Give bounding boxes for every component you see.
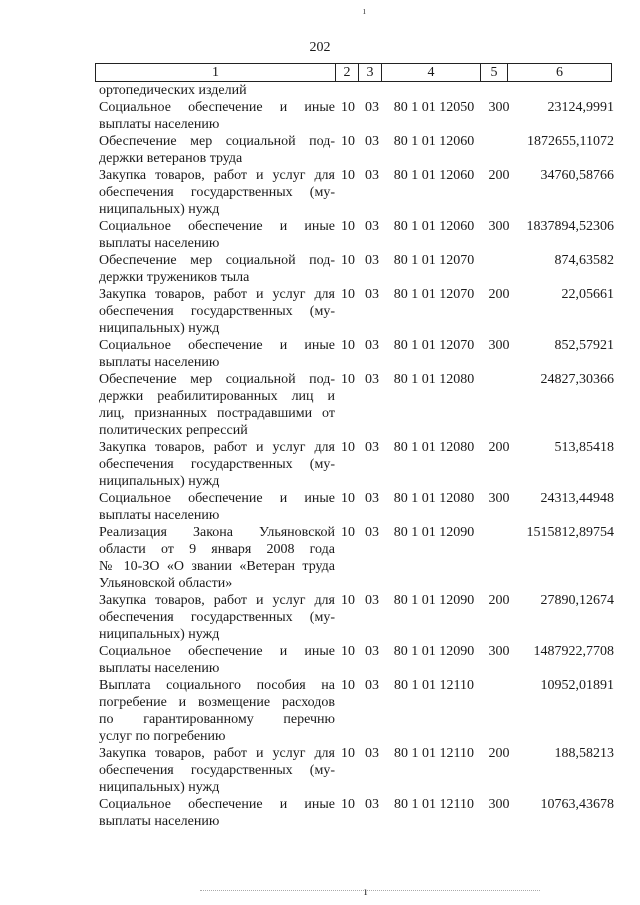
description-line: обеспечения государственных (му- xyxy=(99,457,335,472)
table-row xyxy=(99,337,614,371)
row-description xyxy=(99,592,335,643)
table-row xyxy=(99,490,614,524)
description-line: Социальное обеспечение и иные xyxy=(99,491,335,506)
section-code: 10 xyxy=(341,100,355,115)
description-line: выплаты населению xyxy=(99,117,220,132)
table-row xyxy=(99,252,614,286)
expense-type-code: 200 xyxy=(488,287,510,302)
row-description xyxy=(99,439,335,490)
section-code: 10 xyxy=(341,525,355,540)
subsection-code: 03 xyxy=(365,644,379,659)
target-article-code: 80 1 01 12110 xyxy=(394,746,474,761)
table-row xyxy=(99,133,614,167)
amount: 188,58213 xyxy=(554,746,614,761)
subsection-code: 03 xyxy=(365,338,379,353)
subsection-code: 03 xyxy=(365,746,379,761)
target-article-code: 80 1 01 12080 xyxy=(393,372,475,387)
amount: 852,57921 xyxy=(554,338,614,353)
subsection-code: 03 xyxy=(365,593,379,608)
expense-type-code: 300 xyxy=(488,491,510,506)
expense-type-code: 200 xyxy=(488,440,510,455)
section-code: 10 xyxy=(341,746,355,761)
table-row xyxy=(99,745,614,796)
row-description xyxy=(99,133,335,167)
row-description xyxy=(99,82,335,99)
amount: 24827,30366 xyxy=(540,372,614,387)
target-article-code: 80 1 01 12060 xyxy=(393,168,475,183)
table-row xyxy=(99,439,614,490)
description-line: Обеспечение мер социальной под- xyxy=(99,372,335,387)
section-code: 10 xyxy=(341,372,355,387)
description-line: области от 9 января 2008 года xyxy=(99,542,335,557)
expense-type-code: 300 xyxy=(488,797,510,812)
amount: 1515812,89754 xyxy=(526,525,614,540)
amount: 513,85418 xyxy=(554,440,614,455)
row-description xyxy=(99,677,335,745)
description-line: Закупка товаров, работ и услуг для xyxy=(99,440,335,455)
expense-type-code: 200 xyxy=(488,168,510,183)
subsection-code: 03 xyxy=(365,491,379,506)
section-code: 10 xyxy=(341,338,355,353)
subsection-code: 03 xyxy=(365,287,379,302)
description-line: Выплата социального пособия на xyxy=(99,678,335,693)
section-code: 10 xyxy=(341,678,355,693)
section-code: 10 xyxy=(341,219,355,234)
description-line: услуг по погребению xyxy=(99,729,226,744)
description-line: выплаты населению xyxy=(99,661,220,676)
description-line: держки тружеников тыла xyxy=(99,270,250,285)
target-article-code: 80 1 01 12060 xyxy=(393,134,475,149)
description-line: держки реабилитированных лиц и xyxy=(99,389,335,404)
table-row xyxy=(99,167,614,218)
section-code: 10 xyxy=(341,644,355,659)
column-header-row xyxy=(96,64,612,82)
subsection-code: 03 xyxy=(365,525,379,540)
row-description xyxy=(99,643,335,677)
description-line: Ульяновской области» xyxy=(99,576,233,591)
description-line: Социальное обеспечение и иные xyxy=(99,338,335,353)
column-header-3: 3 xyxy=(359,64,382,82)
row-description xyxy=(99,524,335,592)
table-row xyxy=(99,82,614,99)
subsection-code: 03 xyxy=(365,134,379,149)
description-line: Закупка товаров, работ и услуг для xyxy=(99,746,335,761)
amount: 10952,01891 xyxy=(540,678,614,693)
subsection-code: 03 xyxy=(365,168,379,183)
description-line: № 10-ЗО «О звании «Ветеран труда xyxy=(99,559,335,574)
section-code: 10 xyxy=(341,593,355,608)
row-description xyxy=(99,218,335,252)
description-line: политических репрессий xyxy=(99,423,248,438)
subsection-code: 03 xyxy=(365,797,379,812)
expense-type-code: 300 xyxy=(488,100,510,115)
description-line: Закупка товаров, работ и услуг для xyxy=(99,593,335,608)
section-code: 10 xyxy=(341,287,355,302)
column-header-table xyxy=(95,63,612,82)
description-line: выплаты населению xyxy=(99,508,220,523)
section-code: 10 xyxy=(341,253,355,268)
target-article-code: 80 1 01 12080 xyxy=(393,491,475,506)
section-code: 10 xyxy=(341,491,355,506)
description-line: обеспечения государственных (му- xyxy=(99,763,335,778)
table-row xyxy=(99,677,614,745)
target-article-code: 80 1 01 12070 xyxy=(393,253,475,268)
amount: 34760,58766 xyxy=(540,168,614,183)
subsection-code: 03 xyxy=(365,678,379,693)
subsection-code: 03 xyxy=(365,253,379,268)
column-header-4: 4 xyxy=(382,64,481,82)
description-line: выплаты населению xyxy=(99,814,220,829)
description-line: Закупка товаров, работ и услуг для xyxy=(99,287,335,302)
target-article-code: 80 1 01 12050 xyxy=(393,100,475,115)
column-header-2: 2 xyxy=(336,64,359,82)
description-line: по гарантированному перечню xyxy=(99,712,335,727)
description-line: обеспечения государственных (му- xyxy=(99,185,335,200)
section-code: 10 xyxy=(341,440,355,455)
section-code xyxy=(335,82,361,99)
column-header-6: 6 xyxy=(508,64,612,82)
target-article-code: 80 1 01 12090 xyxy=(393,644,475,659)
amount: 10763,43678 xyxy=(540,797,614,812)
expense-type-code: 300 xyxy=(488,219,510,234)
target-article-code: 80 1 01 12080 xyxy=(393,440,475,455)
table-row xyxy=(99,218,614,252)
target-article-code: 80 1 01 12110 xyxy=(394,678,474,693)
amount: 22,05661 xyxy=(561,287,614,302)
target-article-code xyxy=(383,82,485,99)
description-line: ортопедических изделий xyxy=(99,83,247,98)
budget-table-body xyxy=(99,82,614,830)
description-line: держки ветеранов труда xyxy=(99,151,243,166)
expense-type-code xyxy=(485,252,513,286)
description-line: обеспечения государственных (му- xyxy=(99,304,335,319)
scan-mark-bottom: ı xyxy=(364,884,368,898)
description-line: Реализация Закона Ульяновской xyxy=(99,525,335,540)
expense-type-code: 300 xyxy=(488,338,510,353)
target-article-code: 80 1 01 12070 xyxy=(393,338,475,353)
row-description xyxy=(99,252,335,286)
expense-type-code xyxy=(485,133,513,167)
description-line: выплаты населению xyxy=(99,355,220,370)
description-line: выплаты населению xyxy=(99,236,220,251)
subsection-code: 03 xyxy=(365,219,379,234)
table-row xyxy=(99,592,614,643)
expense-type-code xyxy=(485,524,513,592)
row-description xyxy=(99,796,335,830)
target-article-code: 80 1 01 12090 xyxy=(393,593,475,608)
table-row xyxy=(99,796,614,830)
description-line: Социальное обеспечение и иные xyxy=(99,219,335,234)
target-article-code: 80 1 01 12090 xyxy=(393,525,475,540)
table-row xyxy=(99,371,614,439)
table-row xyxy=(99,99,614,133)
target-article-code: 80 1 01 12060 xyxy=(393,219,475,234)
amount: 1872655,11072 xyxy=(527,134,614,149)
target-article-code: 80 1 01 12070 xyxy=(393,287,475,302)
expense-type-code: 200 xyxy=(488,593,510,608)
column-header-1: 1 xyxy=(96,64,336,82)
amount: 1837894,52306 xyxy=(526,219,614,234)
scan-mark-top: ı xyxy=(363,6,366,17)
row-description xyxy=(99,490,335,524)
description-line: Закупка товаров, работ и услуг для xyxy=(99,168,335,183)
description-line: ниципальных) нужд xyxy=(99,627,220,642)
subsection-code: 03 xyxy=(365,372,379,387)
section-code: 10 xyxy=(341,797,355,812)
column-header-5: 5 xyxy=(481,64,508,82)
row-description xyxy=(99,745,335,796)
amount: 874,63582 xyxy=(554,253,614,268)
table-row xyxy=(99,643,614,677)
row-description xyxy=(99,99,335,133)
table-row xyxy=(99,524,614,592)
description-line: лиц, признанных пострадавшими от xyxy=(99,406,335,421)
amount: 1487922,7708 xyxy=(533,644,614,659)
row-description xyxy=(99,371,335,439)
description-line: обеспечения государственных (му- xyxy=(99,610,335,625)
amount: 24313,44948 xyxy=(540,491,614,506)
row-description xyxy=(99,286,335,337)
expense-type-code: 300 xyxy=(488,644,510,659)
description-line: ниципальных) нужд xyxy=(99,321,220,336)
description-line: Социальное обеспечение и иные xyxy=(99,797,335,812)
section-code: 10 xyxy=(341,134,355,149)
amount xyxy=(513,82,614,99)
expense-type-code: 200 xyxy=(488,746,510,761)
subsection-code: 03 xyxy=(365,100,379,115)
target-article-code: 80 1 01 12110 xyxy=(394,797,474,812)
row-description xyxy=(99,337,335,371)
section-code: 10 xyxy=(341,168,355,183)
description-line: ниципальных) нужд xyxy=(99,780,220,795)
expense-type-code xyxy=(485,677,513,745)
description-line: Социальное обеспечение и иные xyxy=(99,100,335,115)
description-line: ниципальных) нужд xyxy=(99,474,220,489)
subsection-code xyxy=(361,82,383,99)
description-line: Обеспечение мер социальной под- xyxy=(99,253,335,268)
description-line: ниципальных) нужд xyxy=(99,202,220,217)
scan-dotted-line xyxy=(200,890,540,891)
amount: 27890,12674 xyxy=(540,593,614,608)
description-line: Социальное обеспечение и иные xyxy=(99,644,335,659)
subsection-code: 03 xyxy=(365,440,379,455)
table-row xyxy=(99,286,614,337)
description-line: погребение и возмещение расходов xyxy=(99,695,335,710)
page-number: 202 xyxy=(309,40,331,55)
amount: 23124,9991 xyxy=(547,100,614,115)
expense-type-code xyxy=(485,82,513,99)
expense-type-code xyxy=(485,371,513,439)
row-description xyxy=(99,167,335,218)
description-line: Обеспечение мер социальной под- xyxy=(99,134,335,149)
